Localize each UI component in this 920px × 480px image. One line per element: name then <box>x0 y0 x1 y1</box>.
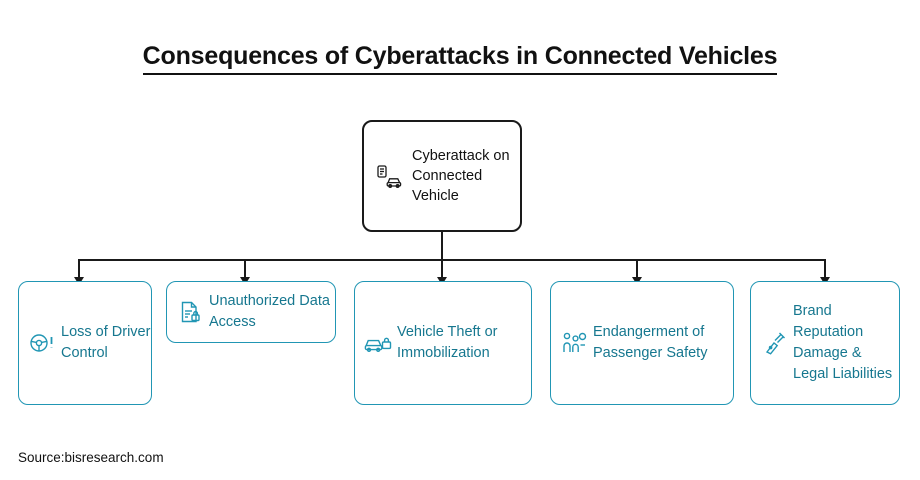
node-vehicle-theft-or-immobilization <box>354 281 532 405</box>
node-label: Endangerment of Passenger Safety <box>593 324 708 361</box>
connector-drop-5 <box>824 260 826 278</box>
source-note: Source:bisresearch.com <box>18 450 164 465</box>
connector-bus <box>78 259 826 261</box>
node-label: Unauthorized Data Access <box>209 293 330 330</box>
node-label: Vehicle Theft or Immobilization <box>397 324 498 361</box>
node-label: Brand Reputation Damage & Legal Liabilities <box>793 303 893 382</box>
connector-drop-2 <box>244 260 246 278</box>
node-endangerment-of-passenger-safety <box>550 281 734 405</box>
node-label: Loss of Driver Control <box>61 324 151 361</box>
car-lock-icon <box>361 332 395 354</box>
legal-gavel-icon <box>757 331 791 355</box>
connector-drop-4 <box>636 260 638 278</box>
connector-drop-1 <box>78 260 80 278</box>
root-node <box>362 120 522 232</box>
passengers-icon <box>557 331 591 355</box>
root-node-label: Cyberattack on Connected Vehicle <box>412 148 510 204</box>
node-loss-of-driver-control <box>18 281 152 405</box>
node-brand-reputation-damage-legal-liabilities <box>750 281 900 405</box>
document-lock-icon <box>173 300 207 324</box>
connected-vehicle-icon <box>372 164 408 188</box>
connector-drop-3 <box>441 260 443 278</box>
page-title-text: Consequences of Cyberattacks in Connected Vehicles <box>143 42 778 75</box>
connector-stem <box>441 232 443 260</box>
page-title <box>0 42 920 71</box>
node-unauthorized-data-access <box>166 281 336 343</box>
steering-wheel-alert-icon <box>25 332 59 354</box>
